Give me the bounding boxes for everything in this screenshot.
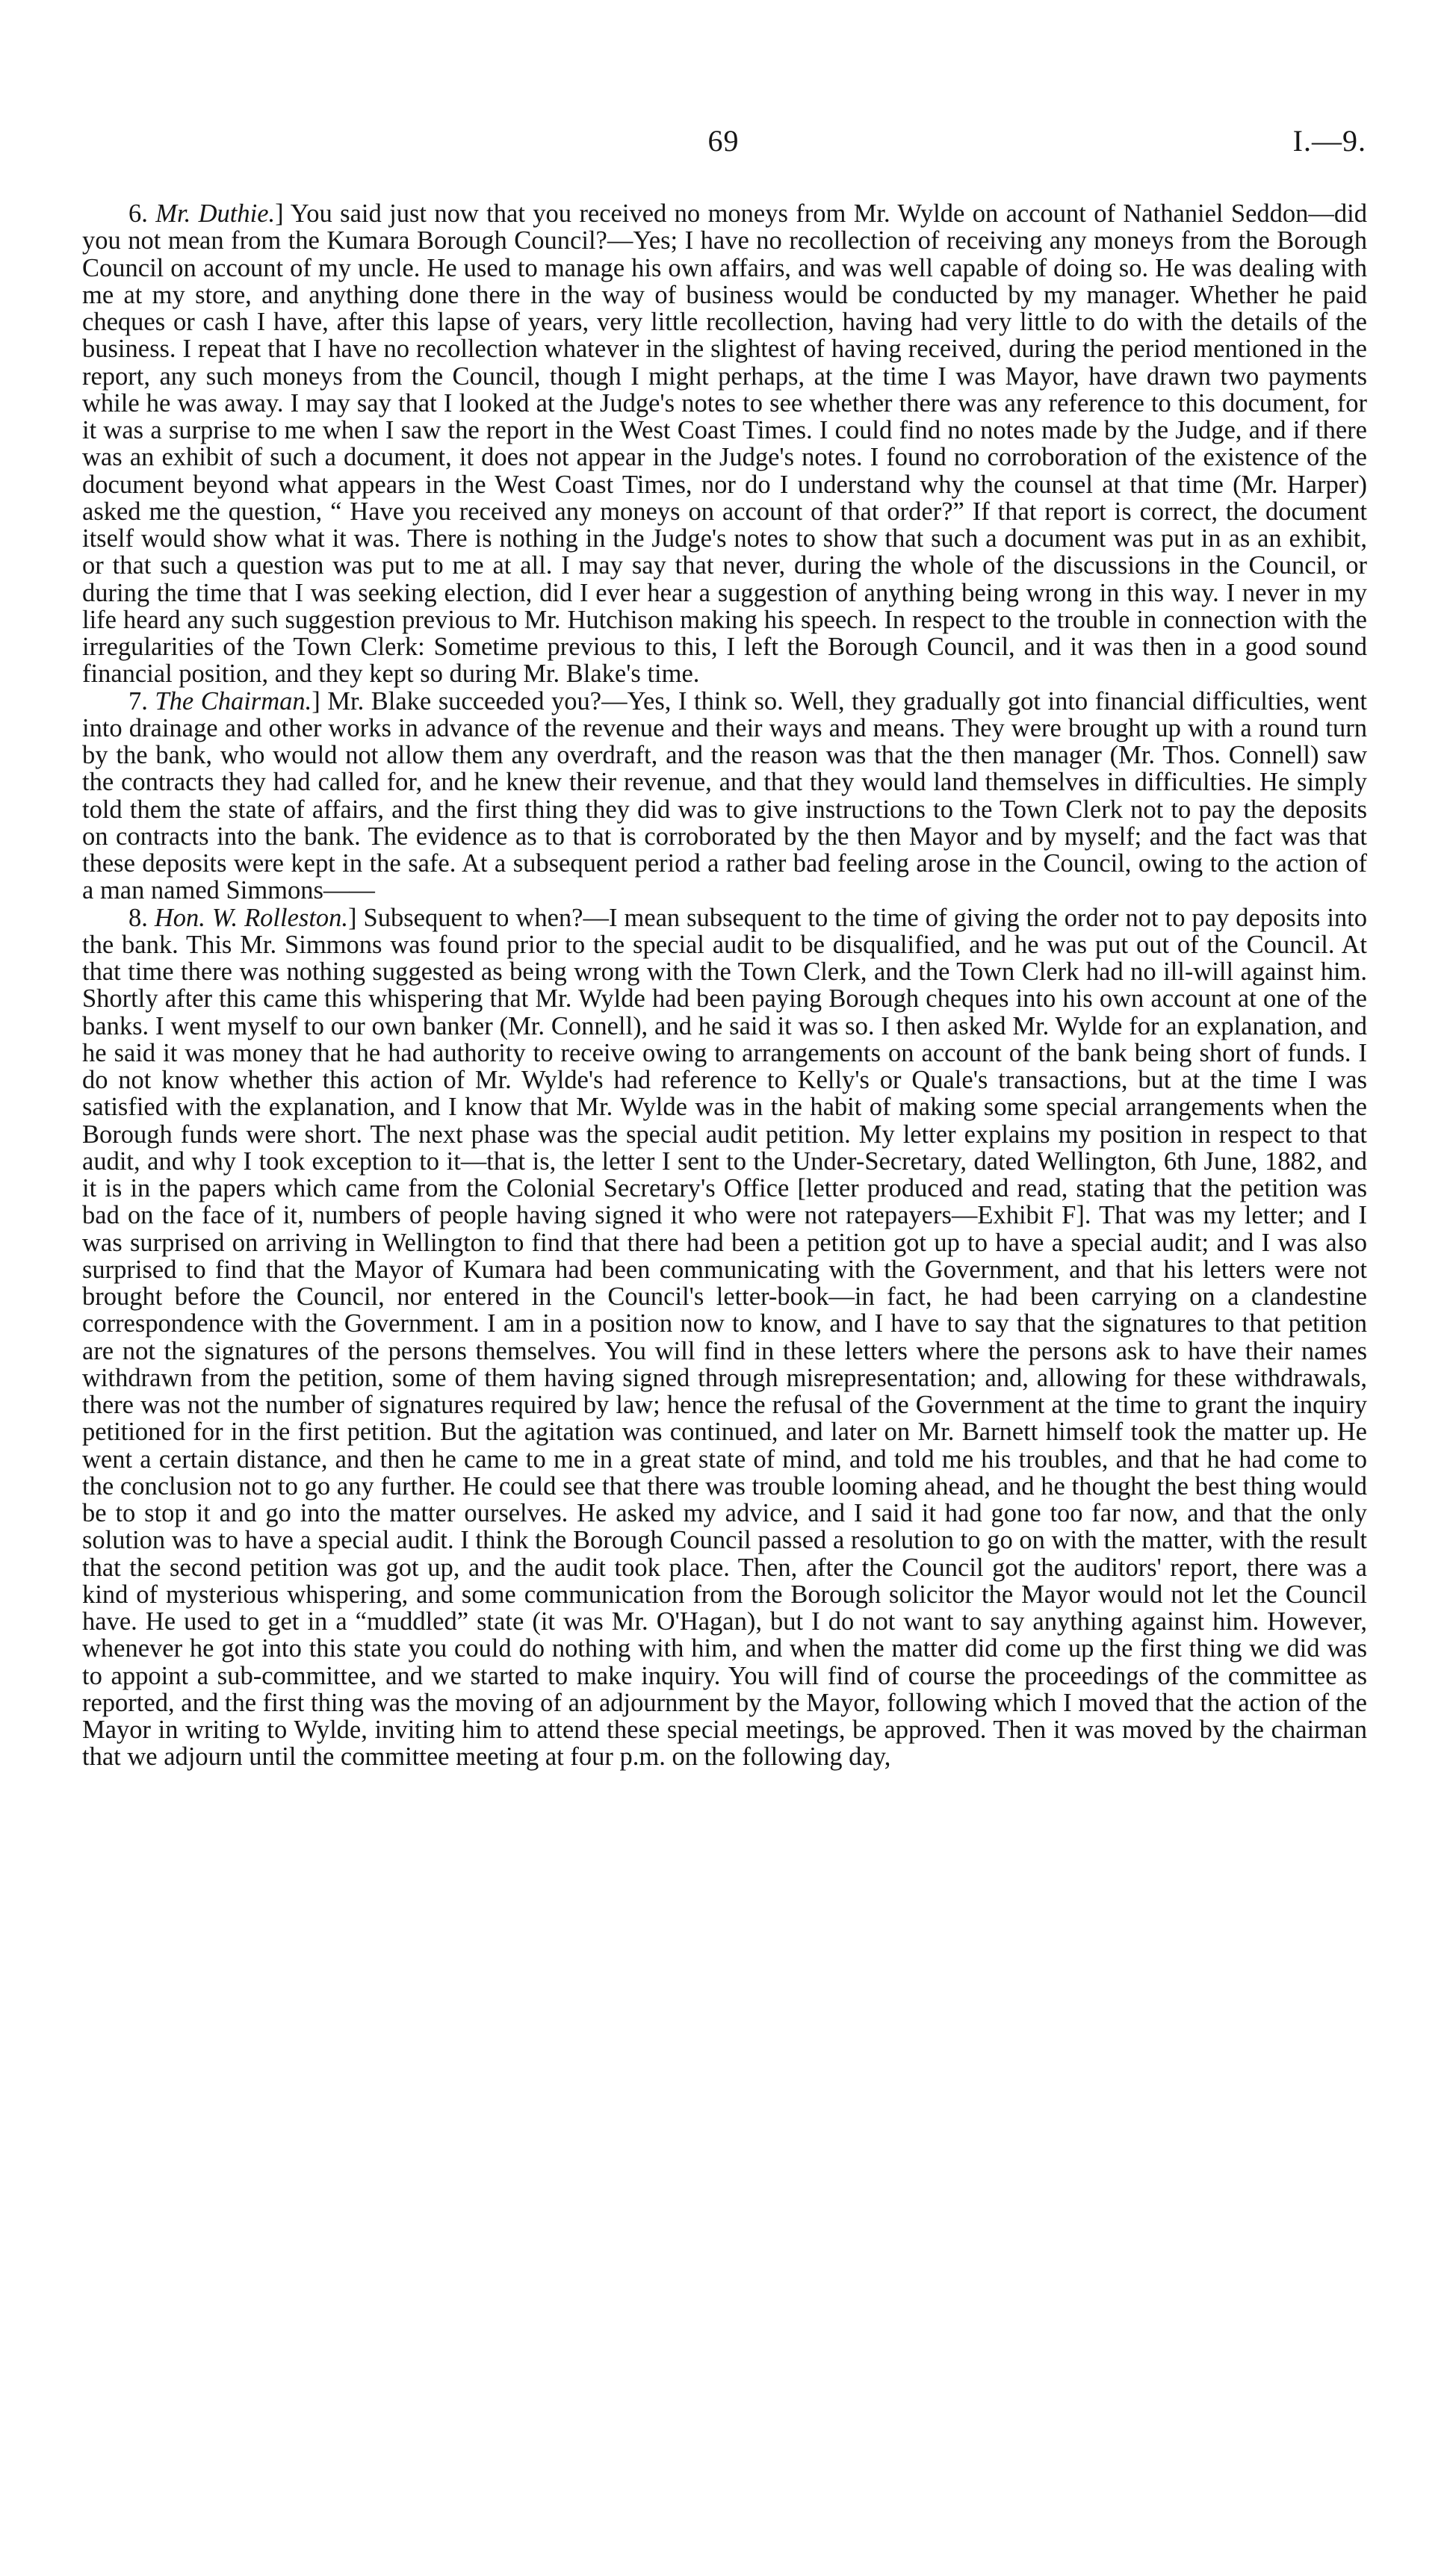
page-number: 69 (707, 124, 740, 158)
speaker-name: The Chairman. (155, 686, 312, 716)
evidence-paragraph-6: 6. Mr. Duthie.] You said just now that you received no moneys from Mr. Wylde on account of Nathaniel Seddon—did you not mean from the Kumara Borough Council?—Yes; I have no recollection of receiving any moneys from the Borough Council on account of my uncle. He used to manage his own affairs, and was well capable of doing so. He was dealing with me at my store, and anything done there in the way of business would be conducted by my manager. Whether he paid cheques or cash I have, after this lapse of years, very little recollection, having had very little to do with the details of the business. I repeat that I have no recollection whatever in the slightest of having received, during the period mentioned in the report, any such moneys from the Council, though I might perhaps, at the time I was Mayor, have drawn two payments while he was away. I may say that I looked at the Judge's notes to see whether there was any reference to this document, for it was a surprise to me when I saw the report in the West Coast Times. I could find no notes made by the Judge, and if there was an exhibit of such a document, it does not appear in the Judge's notes. I found no corroboration of the existence of the document beyond what appears in the West Coast Times, nor do I understand why the counsel at that time (Mr. Harper) asked me the question, “ Have you received any moneys on account of that order?” If that report is correct, the document itself would show what it was. There is nothing in the Judge's notes to show that such a document was put in as an exhibit, or that such a question was put to me at all. I may say that never, during the whole of the discussions in the Council, or during the time that I was seeking election, did I ever hear a suggestion of anything being wrong in this way. I never in my life heard any such suggestion previous to Mr. Hutchison making his speech. In respect to the trouble in connection with the irregularities of the Town Clerk: Sometime previous to this, I left the Borough Council, and it was then in a good sound financial position, and they kept so during Mr. Blake's time. (82, 199, 1367, 689)
question-number: 7. (128, 686, 148, 716)
paragraph-text: You said just now that you received no moneys from Mr. Wylde on account of Nathaniel Seddon—did you not mean from the Kumara Borough Council?—Yes; I have no recollection of receiving any moneys from the Borough Council on account of my uncle. He used to manage his own affairs, and was well capable of doing so. He was dealing with me at my store, and anything done there in the way of business would be conducted by my manager. Whether he paid cheques or cash I have, after this lapse of years, very little recollection, having had very little to do with the details of the business. I repeat that I have no recollection whatever in the slightest of having received, during the period mentioned in the report, any such moneys from the Council, though I might perhaps, at the time I was Mayor, have drawn two payments while he was away. I may say that I looked at the Judge's notes to see whether there was any reference to this document, for it was a surprise to me when I saw the report in the West Coast Times. I could find no notes made by the Judge, and if there was an exhibit of such a document, it does not appear in the Judge's notes. I found no corroboration of the existence of the document beyond what appears in the West Coast Times, nor do I understand why the counsel at that time (Mr. Harper) asked me the question, “ Have you received any moneys on account of that order?” If that report is correct, the document itself would show what it was. There is nothing in the Judge's notes to show that such a document was put in as an exhibit, or that such a question was put to me at all. I may say that never, during the whole of the discussions in the Council, or during the time that I was seeking election, did I ever hear a suggestion of anything being wrong in this way. I never in my life heard any such suggestion previous to Mr. Hutchison making his speech. In respect to the trouble in connection with the irregularities of the Town Clerk: Sometime previous to this, I left the Borough Council, and it was then in a good sound financial position, and they kept so during Mr. Blake's time. (82, 199, 1367, 689)
document-reference: I.—9. (1292, 124, 1366, 158)
evidence-body (82, 200, 1367, 1771)
evidence-paragraph-8: 8. Hon. W. Rolleston.] Subsequent to when?—I mean subsequent to the time of giving the order not to pay deposits into the bank. This Mr. Simmons was found prior to the special audit to be disqualified, and he was put out of the Council. At that time there was nothing suggested as being wrong with the Town Clerk, and the Town Clerk had no ill-will against him. Shortly after this came this whispering that Mr. Wylde had been paying Borough cheques into his own account at one of the banks. I went myself to our own banker (Mr. Connell), and he said it was so. I then asked Mr. Wylde for an explanation, and he said it was money that he had authority to receive owing to arrangements on account of the bank being short of funds. I do not know whether this action of Mr. Wylde's had reference to Kelly's or Quale's transactions, but at the time I was satisfied with the explanation, and I know that Mr. Wylde was in the habit of making some special arrangements when the Borough funds were short. The next phase was the special audit petition. My letter explains my position in respect to that audit, and why I took exception to it—that is, the letter I sent to the Under-Secretary, dated Wellington, 6th June, 1882, and it is in the papers which came from the Colonial Secretary's Office [letter produced and read, stating that the petition was bad on the face of it, numbers of people having signed it who were not ratepayers—Exhibit F]. That was my letter; and I was surprised on arriving in Wellington to find that there had been a petition got up to have a special audit; and I was also surprised to find that the Mayor of Kumara had been communicating with the Government, and that his letters were not brought before the Council, nor entered in the Council's letter-book—in fact, he had been carrying on a clandestine correspondence with the Government. I am in a position now to know, and I have to say that the signatures to that petition are not the signatures of the persons themselves. You will find in these letters where the persons ask to have their names withdrawn from the petition, some of them having signed through misrepresentation; and, allowing for these withdrawals, there was not the number of signatures required by law; hence the refusal of the Government at the time to grant the inquiry petitioned for in the first petition. But the agitation was continued, and later on Mr. Barnett himself took the matter up. He went a certain distance, and then he came to me in a great state of mind, and told me his troubles, and that he had come to the conclusion not to go any further. He could see that there was trouble looming ahead, and he thought the best thing would be to stop it and go into the matter ourselves. He asked my advice, and I said it had gone too far now, and that the only solution was to have a special audit. I think the Borough Council passed a resolution to go on with the matter, with the result that the second petition was got up, and the audit took place. Then, after the Council got the auditors' report, there was a kind of mysterious whispering, and some communication from the Borough solicitor the Mayor would not let the Council have. He used to get in a “muddled” state (it was Mr. O'Hagan), but I do not want to say anything against him. However, whenever he got into this state you could do nothing with him, and when the matter did come up the first thing we did was to appoint a sub-committee, and we started to make inquiry. You will find of course the proceedings of the committee as reported, and the first thing was the moving of an adjournment by the Mayor, following which I moved that the action of the Mayor in writing to Wylde, inviting him to attend these special meetings, be approved. Then it was moved by the chairman that we adjourn until the committee meeting at four p.m. on the following day, (82, 903, 1367, 1772)
question-number: 8. (128, 903, 148, 932)
paragraph-text: Mr. Blake succeeded you?—Yes, I think so. Well, they gradually got into financial difficulties, went into drainage and other works in advance of the revenue and their ways and means. They were brought up with a round turn by the bank, who would not allow them any overdraft, and the reason was that the then manager (Mr. Thos. Connell) saw the contracts they had called for, and he knew their revenue, and that they would land themselves in difficulties. He simply told them the state of affairs, and the first thing they did was to give instructions to the Town Clerk not to pay the deposits on contracts into the bank. The evidence as to that is corroborated by the then Mayor and by myself; and the fact was that these deposits were kept in the safe. At a subsequent period a rather bad feeling arose in the Council, owing to the action of a man named Simmons—— (82, 686, 1367, 905)
paragraph-text: Subsequent to when?—I mean subsequent to the time of giving the order not to pay deposits into the bank. This Mr. Simmons was found prior to the special audit to be disqualified, and he was put out of the Council. At that time there was nothing suggested as being wrong with the Town Clerk, and the Town Clerk had no ill-will against him. Shortly after this came this whispering that Mr. Wylde had been paying Borough cheques into his own account at one of the banks. I went myself to our own banker (Mr. Connell), and he said it was so. I then asked Mr. Wylde for an explanation, and he said it was money that he had authority to receive owing to arrangements on account of the bank being short of funds. I do not know whether this action of Mr. Wylde's had reference to Kelly's or Quale's transactions, but at the time I was satisfied with the explanation, and I know that Mr. Wylde was in the habit of making some special arrangements when the Borough funds were short. The next phase was the special audit petition. My letter explains my position in respect to that audit, and why I took exception to it—that is, the letter I sent to the Under-Secretary, dated Wellington, 6th June, 1882, and it is in the papers which came from the Colonial Secretary's Office [letter produced and read, stating that the petition was bad on the face of it, numbers of people having signed it who were not ratepayers—Exhibit F]. That was my letter; and I was surprised on arriving in Wellington to find that there had been a petition got up to have a special audit; and I was also surprised to find that the Mayor of Kumara had been communicating with the Government, and that his letters were not brought before the Council, nor entered in the Council's letter-book—in fact, he had been carrying on a clandestine correspondence with the Government. I am in a position now to know, and I have to say that the signatures to that petition are not the signatures of the persons themselves. You will find in these letters where the persons ask to have their names withdrawn from the petition, some of them having signed through misrepresentation; and, allowing for these withdrawals, there was not the number of signatures required by law; hence the refusal of the Government at the time to grant the inquiry petitioned for in the first petition. But the agitation was continued, and later on Mr. Barnett himself took the matter up. He went a certain distance, and then he came to me in a great state of mind, and told me his troubles, and that he had come to the conclusion not to go any further. He could see that there was trouble looming ahead, and he thought the best thing would be to stop it and go into the matter ourselves. He asked my advice, and I said it had gone too far now, and that the only solution was to have a special audit. I think the Borough Council passed a resolution to go on with the matter, with the result that the second petition was got up, and the audit took place. Then, after the Council got the auditors' report, there was a kind of mysterious whispering, and some communication from the Borough solicitor the Mayor would not let the Council have. He used to get in a “muddled” state (it was Mr. O'Hagan), but I do not want to say anything against him. However, whenever he got into this state you could do nothing with him, and when the matter did come up the first thing we did was to appoint a sub-committee, and we started to make inquiry. You will find of course the proceedings of the committee as reported, and the first thing was the moving of an adjournment by the Mayor, following which I moved that the action of the Mayor in writing to Wylde, inviting him to attend these special meetings, be approved. Then it was moved by the chairman that we adjourn until the committee meeting at four p.m. on the following day, (82, 903, 1367, 1772)
question-number: 6. (128, 199, 148, 228)
speaker-name: Mr. Duthie. (155, 199, 276, 228)
evidence-paragraph-7: 7. The Chairman.] Mr. Blake succeeded you?—Yes, I think so. Well, they gradually got into financial difficulties, went into drainage and other works in advance of the revenue and their ways and means. They were brought up with a round turn by the bank, who would not allow them any overdraft, and the reason was that the then manager (Mr. Thos. Connell) saw the contracts they had called for, and he knew their revenue, and that they would land themselves in difficulties. He simply told them the state of affairs, and the first thing they did was to give instructions to the Town Clerk not to pay the deposits on contracts into the bank. The evidence as to that is corroborated by the then Mayor and by myself; and the fact was that these deposits were kept in the safe. At a subsequent period a rather bad feeling arose in the Council, owing to the action of a man named Simmons—— (82, 686, 1367, 905)
speaker-name: Hon. W. Rolleston. (154, 903, 349, 932)
